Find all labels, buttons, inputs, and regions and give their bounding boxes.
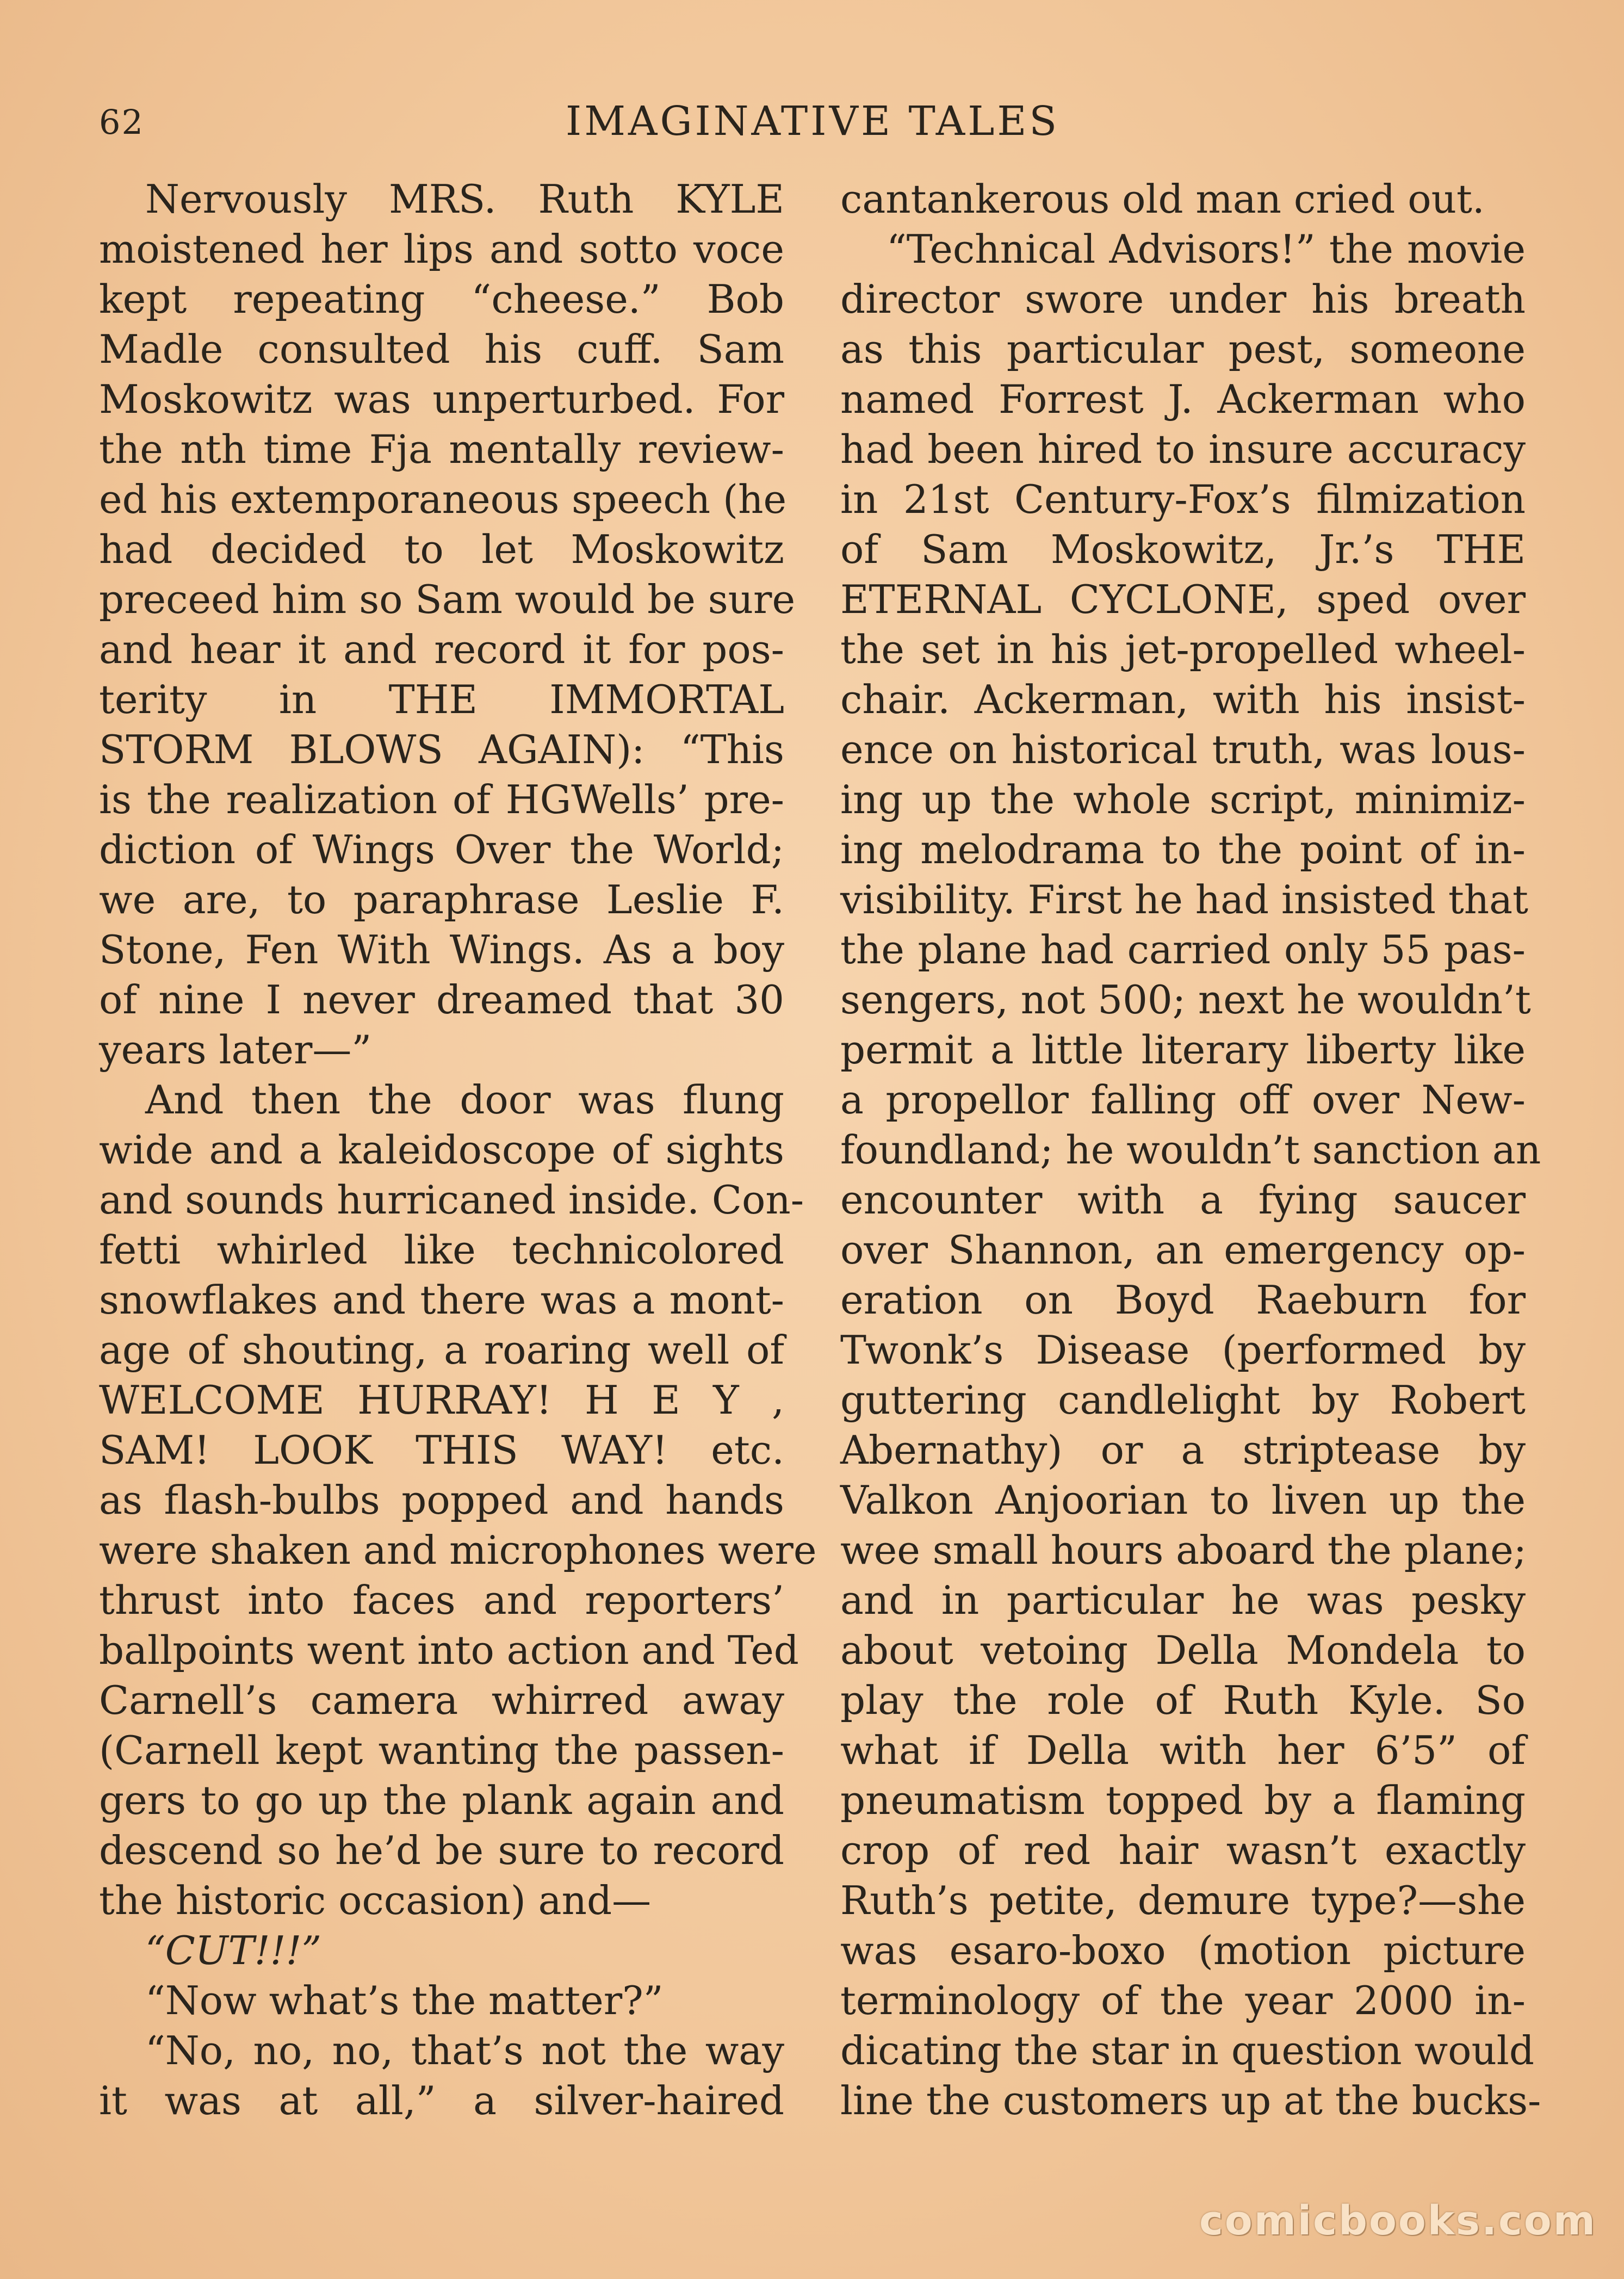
- text-line: ETERNAL CYCLONE, sped over: [840, 577, 1526, 622]
- text-line: as flash-bulbs popped and hands: [99, 1477, 784, 1523]
- text-line: wide and a kaleidoscope of sights: [99, 1127, 784, 1173]
- text-line: it was at all,” a silver-haired: [99, 2078, 784, 2123]
- text-line: Stone, Fen With Wings. As a boy: [99, 927, 784, 973]
- text-line: as this particular pest, someone: [840, 326, 1526, 372]
- text-line: the historic occasion) and—: [99, 1878, 652, 1923]
- text-line: “Technical Advisors!” the movie: [887, 226, 1526, 272]
- text-line: play the role of Ruth Kyle. So: [840, 1677, 1526, 1723]
- text-line: SAM! LOOK THIS WAY! etc.: [99, 1427, 784, 1473]
- text-line: (Carnell kept wanting the passen-: [99, 1727, 784, 1773]
- text-line: descend so he’d be sure to record: [99, 1828, 784, 1873]
- text-line: and sounds hurricaned inside. Con-: [99, 1177, 804, 1223]
- text-line: WELCOME HURRAY! H E Y ,: [99, 1377, 784, 1423]
- text-line: Nervously MRS. Ruth KYLE: [145, 176, 784, 222]
- text-line: “Now what’s the matter?”: [145, 1978, 664, 2023]
- text-line: fetti whirled like technicolored: [99, 1227, 784, 1273]
- text-line: had been hired to insure accuracy: [840, 426, 1526, 472]
- text-line: were shaken and microphones were: [99, 1527, 817, 1573]
- text-line: Moskowitz was unperturbed. For: [99, 376, 784, 422]
- text-line: thrust into faces and reporters’: [99, 1577, 784, 1623]
- text-line: “No, no, no, that’s not the way: [145, 2028, 784, 2073]
- text-line: Abernathy) or a striptease by: [840, 1427, 1526, 1473]
- running-head: IMAGINATIVE TALES: [566, 98, 1060, 145]
- text-line: ence on historical truth, was lous-: [840, 727, 1526, 772]
- text-line: is the realization of HGWells’ pre-: [99, 777, 784, 822]
- text-line: pneumatism topped by a flaming: [840, 1778, 1526, 1823]
- text-line: dicating the star in question would: [840, 2028, 1534, 2073]
- text-line: had decided to let Moskowitz: [99, 527, 784, 572]
- text-line: “CUT!!!”: [145, 1928, 322, 1973]
- text-line: guttering candlelight by Robert: [840, 1377, 1526, 1423]
- text-line: And then the door was flung: [145, 1077, 784, 1123]
- text-line: the set in his jet-propelled wheel-: [840, 627, 1526, 672]
- text-line: Madle consulted his cuff. Sam: [99, 326, 784, 372]
- text-line: terity in THE IMMORTAL: [99, 677, 784, 722]
- text-line: snowflakes and there was a mont-: [99, 1277, 784, 1323]
- text-line: age of shouting, a roaring well of: [99, 1327, 784, 1373]
- text-line: crop of red hair wasn’t exactly: [840, 1828, 1526, 1873]
- text-line: moistened her lips and sotto voce: [99, 226, 784, 272]
- text-line: named Forrest J. Ackerman who: [840, 376, 1526, 422]
- text-line: encounter with a fying saucer: [840, 1177, 1526, 1223]
- text-line: gers to go up the plank again and: [99, 1778, 784, 1823]
- text-line: a propellor falling off over New-: [840, 1077, 1526, 1123]
- text-line: preceed him so Sam would be sure: [99, 577, 796, 622]
- text-line: the plane had carried only 55 pas-: [840, 927, 1526, 973]
- text-line: and in particular he was pesky: [840, 1577, 1526, 1623]
- text-line: cantankerous old man cried out.: [840, 176, 1485, 222]
- text-line: visibility. First he had insisted that: [840, 877, 1528, 922]
- text-line: ballpoints went into action and Ted: [99, 1627, 799, 1673]
- text-line: the nth time Fja mentally review-: [99, 426, 784, 472]
- text-line: in 21st Century-Fox’s filmization: [840, 476, 1526, 522]
- right-text-column: [840, 174, 1541, 2126]
- text-line: terminology of the year 2000 in-: [840, 1978, 1526, 2023]
- text-line: director swore under his breath: [840, 276, 1526, 322]
- text-line: ing melodrama to the point of in-: [840, 827, 1526, 872]
- text-line: Twonk’s Disease (performed by: [840, 1327, 1526, 1373]
- text-line: ing up the whole script, minimiz-: [840, 777, 1526, 822]
- text-line: diction of Wings Over the World;: [99, 827, 784, 872]
- text-line: eration on Boyd Raeburn for: [840, 1277, 1526, 1323]
- text-line: sengers, not 500; next he wouldn’t: [840, 977, 1531, 1023]
- text-line: and hear it and record it for pos-: [99, 627, 784, 672]
- left-text-column: [99, 174, 817, 2126]
- text-line: ed his extemporaneous speech (he: [99, 476, 787, 522]
- text-line: of nine I never dreamed that 30: [99, 977, 784, 1023]
- text-line: Valkon Anjoorian to liven up the: [840, 1477, 1526, 1523]
- text-line: over Shannon, an emergency op-: [840, 1227, 1526, 1273]
- text-line: years later—”: [99, 1027, 372, 1073]
- text-line: kept repeating “cheese.” Bob: [99, 276, 784, 322]
- text-line: what if Della with her 6’5” of: [840, 1727, 1526, 1773]
- text-line: STORM BLOWS AGAIN): “This: [99, 727, 784, 772]
- site-watermark: comicbooks.com: [1199, 2197, 1597, 2244]
- text-line: Carnell’s camera whirred away: [99, 1677, 784, 1723]
- text-line: foundland; he wouldn’t sanction an: [840, 1127, 1541, 1173]
- text-line: we are, to paraphrase Leslie F.: [99, 877, 784, 922]
- text-line: wee small hours aboard the plane;: [840, 1527, 1527, 1573]
- text-line: Ruth’s petite, demure type?—she: [840, 1878, 1526, 1923]
- text-line: was esaro-boxo (motion picture: [840, 1928, 1526, 1973]
- text-line: permit a little literary liberty like: [840, 1027, 1526, 1073]
- page-number: 62: [99, 102, 144, 142]
- text-line: about vetoing Della Mondela to: [840, 1627, 1526, 1673]
- text-line: of Sam Moskowitz, Jr.’s THE: [840, 527, 1526, 572]
- text-line: chair. Ackerman, with his insist-: [840, 677, 1526, 722]
- text-line: line the customers up at the bucks-: [840, 2078, 1541, 2123]
